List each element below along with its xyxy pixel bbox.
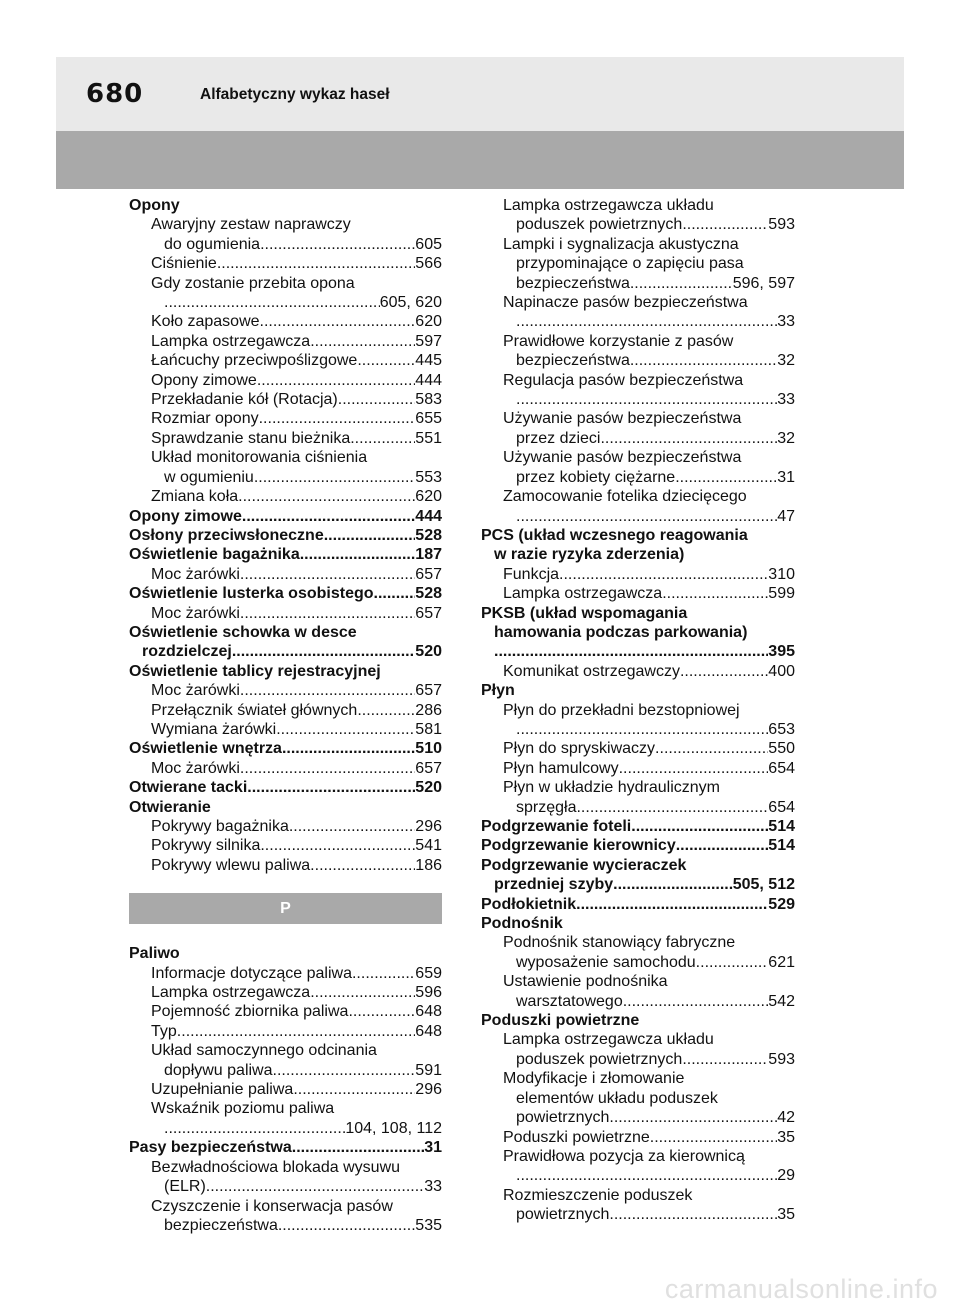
page-reference: 400: [768, 662, 795, 680]
entry-label: Przekładanie kół (Rotacja): [151, 391, 338, 409]
page-reference: 529: [768, 895, 795, 913]
section-letter-header: P: [129, 893, 442, 924]
page-reference: 535: [415, 1216, 442, 1234]
dot-leader: [240, 759, 415, 778]
index-entry: [129, 565, 442, 584]
entry-label: powietrznych: [516, 1109, 610, 1127]
entry-label: Lampka ostrzegawcza: [151, 332, 311, 350]
index-heading: elementów układu poduszek: [516, 1089, 718, 1107]
page-reference: 657: [415, 565, 442, 583]
page-reference: 296: [415, 1081, 442, 1099]
index-heading: Układ monitorowania ciśnienia: [151, 449, 368, 467]
page-reference: 445: [415, 352, 442, 370]
index-heading: Oświetlenie schowka w desce: [129, 623, 357, 641]
index-entry: [129, 701, 442, 720]
dot-leader: [242, 507, 415, 526]
page-reference: 597: [415, 332, 442, 350]
index-entry: [129, 429, 442, 448]
entry-label: Płyn hamulcowy: [503, 759, 619, 777]
page-reference: 35: [777, 1206, 795, 1224]
dot-leader: [374, 584, 416, 603]
dot-leader: [675, 468, 777, 487]
page-reference: 33: [777, 391, 795, 409]
index-heading: PCS (układ wczesnego reagowania: [481, 526, 748, 544]
index-entry: [481, 895, 795, 914]
page-reference: 32: [777, 429, 795, 447]
index-entry: [481, 739, 795, 758]
dot-leader: [348, 1002, 415, 1021]
dot-leader: [240, 681, 415, 700]
page-reference: 514: [768, 818, 795, 835]
index-heading: Podgrzewanie wycieraczek: [481, 856, 687, 874]
page-reference: 654: [768, 798, 795, 816]
page-number: 680: [86, 79, 144, 109]
index-entry: [129, 312, 442, 331]
page-reference: 520: [415, 779, 442, 797]
page-reference: 286: [415, 701, 442, 719]
page-reference: 187: [415, 546, 442, 564]
entry-label: Informacje dotyczące paliwa: [151, 964, 352, 982]
index-entry: [129, 409, 442, 428]
index-entry: [129, 1119, 442, 1138]
index-entry: [481, 215, 795, 234]
dot-leader: [282, 739, 415, 758]
dot-leader: [292, 1138, 424, 1157]
dot-leader: [357, 701, 415, 720]
entry-label: Oświetlenie wnętrza: [129, 740, 282, 758]
dot-leader: [300, 545, 416, 564]
entry-label: Oświetlenie lusterka osobistego: [129, 585, 374, 603]
index-entry: [481, 274, 795, 293]
dot-leader: [516, 507, 777, 526]
dot-leader: [696, 953, 769, 972]
index-entry: [481, 429, 795, 448]
entry-label: bezpieczeństwa: [516, 352, 630, 370]
entry-label: bezpieczeństwa: [164, 1216, 278, 1234]
index-heading: Podnośnik: [481, 915, 563, 933]
index-entry: [129, 1216, 442, 1235]
dot-leader: [289, 817, 415, 836]
page-reference: 620: [415, 488, 442, 506]
page-reference: 648: [415, 1003, 442, 1021]
entry-label: Opony zimowe: [151, 371, 257, 389]
entry-label: Lampka ostrzegawcza: [503, 585, 663, 603]
index-heading: Używanie pasów bezpieczeństwa: [503, 449, 742, 467]
entry-label: dopływu paliwa: [164, 1061, 273, 1079]
index-entry: [481, 1166, 795, 1185]
entry-label: Pokrywy silnika: [151, 837, 261, 855]
index-heading: Układ samoczynnego odcinania: [151, 1042, 377, 1060]
index-heading: Modyfikacje i złomowanie: [503, 1070, 685, 1088]
page-reference: 32: [777, 352, 795, 370]
page-reference: 31: [424, 1139, 442, 1157]
index-heading: Lampki i sygnalizacja akustyczna: [503, 235, 739, 253]
page-reference: 657: [415, 604, 442, 622]
index-entry: [129, 1061, 442, 1080]
index-entry: [481, 817, 795, 836]
page-reference: 444: [415, 371, 442, 389]
index-entry: [481, 468, 795, 487]
page-reference: 653: [768, 720, 795, 738]
index-entry: [481, 1108, 795, 1127]
page-reference: 659: [415, 964, 442, 982]
dot-leader: [276, 720, 415, 739]
entry-label: warsztatowego: [516, 992, 623, 1010]
index-heading: hamowania podczas parkowania): [494, 623, 748, 641]
header-band: [56, 131, 904, 189]
page-reference: 654: [768, 759, 795, 777]
index-entry: [481, 1205, 795, 1224]
page-header: [56, 57, 904, 131]
entry-label: do ogumienia: [164, 235, 261, 253]
index-entry: [129, 759, 442, 778]
dot-leader: [260, 235, 415, 254]
dot-leader: [676, 836, 769, 855]
entry-label: Pasy bezpieczeństwa: [129, 1139, 292, 1157]
index-entry: [481, 1128, 795, 1147]
index-heading: w razie ryzyka zderzenia): [494, 546, 685, 564]
index-entry: [129, 1138, 442, 1157]
entry-label: przedniej szyby: [494, 876, 614, 894]
index-entry: [481, 312, 795, 331]
entry-label: Płyn do spryskiwaczy: [503, 740, 656, 758]
index-heading: Regulacja pasów bezpieczeństwa: [503, 371, 744, 389]
index-heading: Gdy zostanie przebita opona: [151, 274, 355, 292]
dot-leader: [259, 409, 416, 428]
page-reference: 648: [415, 1022, 442, 1040]
entry-label: Oświetlenie bagażnika: [129, 546, 300, 564]
index-entry: [129, 642, 442, 661]
entry-label: Podłokietnik: [481, 895, 577, 913]
dot-leader: [600, 429, 777, 448]
page-reference: 581: [415, 720, 442, 738]
dot-leader: [310, 332, 415, 351]
dot-leader: [240, 565, 415, 584]
dot-leader: [576, 798, 768, 817]
dot-leader: [516, 390, 777, 409]
index-column-left: [129, 196, 442, 1235]
index-entry: [129, 390, 442, 409]
entry-label: Moc żarówki: [151, 682, 240, 700]
dot-leader: [609, 1108, 777, 1127]
index-entry: [481, 507, 795, 526]
dot-leader: [516, 720, 768, 739]
page-reference: 657: [415, 759, 442, 777]
index-heading: Rozmieszczenie poduszek: [503, 1186, 693, 1204]
page-reference: 520: [415, 643, 442, 661]
dot-leader: [352, 964, 415, 983]
page-reference: 31: [777, 468, 795, 486]
index-entry: [481, 720, 795, 739]
entry-label: Podgrzewanie foteli: [481, 818, 632, 835]
page-reference: 296: [415, 818, 442, 835]
entry-label: Opony zimowe: [129, 507, 242, 525]
page-reference: 591: [415, 1061, 442, 1079]
page-reference: 528: [415, 585, 442, 603]
page-reference: 33: [424, 1178, 442, 1196]
index-entry: [129, 254, 442, 273]
index-entry: [129, 351, 442, 370]
index-entry: [129, 293, 442, 312]
dot-leader: [682, 1050, 768, 1069]
dot-leader: [613, 875, 733, 894]
index-entry: [129, 235, 442, 254]
index-heading: Prawidłowa pozycja za kierownicą: [503, 1147, 745, 1165]
entry-label: Komunikat ostrzegawczy: [503, 662, 680, 680]
entry-label: Podgrzewanie kierownicy: [481, 837, 676, 855]
index-entry: [481, 351, 795, 370]
index-entry: [481, 584, 795, 603]
page-reference: 593: [768, 1050, 795, 1068]
dot-leader: [217, 254, 415, 273]
entry-label: Ciśnienie: [151, 255, 217, 273]
index-entry: [129, 964, 442, 983]
dot-leader: [324, 526, 416, 545]
page-reference: 605, 620: [379, 294, 442, 312]
dot-leader: [655, 739, 768, 758]
page-reference: 186: [415, 856, 442, 874]
index-entry: [129, 856, 442, 875]
index-entry: [129, 1022, 442, 1041]
entry-label: wyposażenie samochodu: [516, 953, 696, 971]
index-entry: [129, 1177, 442, 1196]
entry-label: przez kobiety ciężarne: [516, 468, 676, 486]
index-entry: [129, 681, 442, 700]
index-heading: Płyn w układzie hydraulicznym: [503, 779, 720, 797]
index-entry: [129, 778, 442, 797]
page-title: Alfabetyczny wykaz haseł: [200, 86, 390, 103]
entry-label: sprzęgła: [516, 798, 577, 816]
entry-label: Moc żarówki: [151, 565, 240, 583]
page-reference: 553: [415, 468, 442, 486]
index-heading: Poduszki powietrzne: [481, 1012, 640, 1030]
dot-leader: [310, 856, 415, 875]
entry-label: Uzupełnianie paliwa: [151, 1081, 294, 1099]
entry-label: Sprawdzanie stanu bieżnika: [151, 429, 351, 447]
entry-label: Typ: [151, 1022, 177, 1040]
page-reference: 541: [415, 837, 442, 855]
index-entry: [129, 507, 442, 526]
index-entry: [129, 487, 442, 506]
page-reference: 596: [415, 984, 442, 1002]
page-reference: 551: [415, 429, 442, 447]
dot-leader: [630, 274, 733, 293]
index-entry: [129, 739, 442, 758]
entry-label: Otwierane tacki: [129, 779, 248, 797]
entry-label: bezpieczeństwa: [516, 274, 630, 292]
page-reference: 104, 108, 112: [345, 1119, 442, 1137]
dot-leader: [293, 1080, 415, 1099]
dot-leader: [240, 604, 415, 623]
entry-label: Funkcja: [503, 565, 560, 583]
entry-label: poduszek powietrznych: [516, 1050, 683, 1068]
index-entry: [129, 526, 442, 545]
page-reference: 510: [415, 740, 442, 758]
page-reference: 35: [777, 1128, 795, 1146]
dot-leader: [630, 351, 777, 370]
index-heading: Płyn do przekładni bezstopniowej: [503, 701, 740, 719]
page-reference: 505, 512: [732, 876, 795, 894]
dot-leader: [559, 565, 768, 584]
page-reference: 42: [777, 1109, 795, 1127]
index-entry: [481, 992, 795, 1011]
page-reference: 596, 597: [732, 274, 795, 292]
page-reference: 657: [415, 682, 442, 700]
dot-leader: [662, 584, 768, 603]
index-entry: [481, 759, 795, 778]
entry-label: Zmiana koła: [151, 488, 239, 506]
dot-leader: [238, 487, 415, 506]
entry-label: Pojemność zbiornika paliwa: [151, 1003, 349, 1021]
entry-label: Osłony przeciwsłoneczne: [129, 526, 324, 544]
dot-leader: [247, 778, 415, 797]
page-reference: 395: [768, 643, 795, 661]
page-reference: 444: [415, 507, 442, 525]
dot-leader: [164, 293, 380, 312]
dot-leader: [206, 1177, 424, 1196]
entry-label: przez dzieci: [516, 429, 601, 447]
index-entry: [129, 1080, 442, 1099]
dot-leader: [631, 817, 768, 836]
entry-label: Poduszki powietrzne: [503, 1128, 650, 1146]
dot-leader: [177, 1022, 416, 1041]
index-heading: Opony: [129, 197, 180, 214]
page-reference: 514: [768, 837, 795, 855]
index-heading: Prawidłowe korzystanie z pasów: [503, 332, 734, 350]
page-reference: 542: [768, 992, 795, 1010]
entry-label: poduszek powietrznych: [516, 216, 683, 234]
entry-label: (ELR): [164, 1178, 206, 1196]
index-entry: [129, 545, 442, 564]
dot-leader: [680, 662, 768, 681]
page-reference: 599: [768, 585, 795, 603]
page-reference: 310: [768, 565, 795, 583]
index-heading: Awaryjny zestaw naprawczy: [151, 216, 351, 234]
index-entry: [481, 565, 795, 584]
index-entry: [129, 983, 442, 1002]
index-entry: [129, 1002, 442, 1021]
dot-leader: [232, 642, 415, 661]
index-heading: Paliwo: [129, 945, 180, 963]
index-entry: [129, 604, 442, 623]
dot-leader: [164, 1119, 345, 1138]
index-entry: [481, 875, 795, 894]
index-entry: [129, 836, 442, 855]
page-reference: 566: [415, 255, 442, 273]
dot-leader: [609, 1205, 777, 1224]
index-heading: Napinacze pasów bezpieczeństwa: [503, 294, 748, 312]
index-heading: Podnośnik stanowiący fabryczne: [503, 934, 736, 952]
entry-label: Łańcuchy przeciwpoślizgowe: [151, 352, 358, 370]
page-reference: 593: [768, 216, 795, 234]
index-entry: [481, 390, 795, 409]
index-heading: przypominające o zapięciu pasa: [516, 255, 744, 273]
page-reference: 550: [768, 740, 795, 758]
index-entry: [481, 798, 795, 817]
index-entry: [129, 468, 442, 487]
watermark: carmanualsonline.info: [664, 1274, 938, 1304]
dot-leader: [273, 1061, 416, 1080]
index-entry: [481, 953, 795, 972]
entry-label: Przełącznik świateł głównych: [151, 701, 358, 719]
index-heading: Oświetlenie tablicy rejestracyjnej: [129, 662, 381, 680]
entry-label: Lampka ostrzegawcza: [151, 984, 311, 1002]
index-heading: Używanie pasów bezpieczeństwa: [503, 410, 742, 428]
index-column-right: [481, 196, 795, 1225]
index-heading: Lampka ostrzegawcza układu: [503, 1031, 714, 1049]
entry-label: Koło zapasowe: [151, 313, 260, 331]
entry-label: rozdzielczej: [142, 643, 232, 661]
entry-label: Pokrywy bagażnika: [151, 818, 289, 835]
dot-leader: [619, 759, 769, 778]
dot-leader: [576, 895, 768, 914]
index-entry: [481, 642, 795, 661]
page-reference: 621: [768, 953, 795, 971]
dot-leader: [516, 1166, 777, 1185]
page-reference: 620: [415, 313, 442, 331]
page-reference: 655: [415, 410, 442, 428]
dot-leader: [494, 642, 768, 661]
entry-label: Wymiana żarówki: [151, 720, 277, 738]
dot-leader: [257, 371, 415, 390]
entry-label: Moc żarówki: [151, 759, 240, 777]
dot-leader: [260, 836, 415, 855]
index-entry: [481, 1050, 795, 1069]
page-reference: 47: [777, 507, 795, 525]
dot-leader: [254, 468, 415, 487]
dot-leader: [278, 1216, 415, 1235]
index-entry: [129, 584, 442, 603]
index-heading: Ustawienie podnośnika: [503, 973, 668, 991]
dot-leader: [623, 992, 769, 1011]
entry-label: Rozmiar opony: [151, 410, 259, 428]
index-heading: Wskaźnik poziomu paliwa: [151, 1100, 335, 1118]
dot-leader: [357, 351, 415, 370]
index-entry: [129, 371, 442, 390]
index-heading: Otwieranie: [129, 798, 211, 816]
entry-label: Pokrywy wlewu paliwa: [151, 856, 311, 874]
index-entry: [129, 817, 442, 836]
index-heading: Czyszczenie i konserwacja pasów: [151, 1197, 393, 1215]
index-entry: [481, 662, 795, 681]
dot-leader: [350, 429, 415, 448]
index-heading: Zamocowanie fotelika dziecięcego: [503, 488, 747, 506]
index-heading: Bezwładnościowa blokada wysuwu: [151, 1158, 401, 1176]
index-entry: [129, 720, 442, 739]
dot-leader: [260, 312, 416, 331]
index-heading: Lampka ostrzegawcza układu: [503, 197, 714, 214]
index-entry: [129, 332, 442, 351]
page-reference: 29: [777, 1167, 795, 1185]
index-entry: [481, 836, 795, 855]
page-reference: 605: [415, 235, 442, 253]
entry-label: w ogumieniu: [164, 468, 254, 486]
page-reference: 583: [415, 391, 442, 409]
dot-leader: [650, 1128, 777, 1147]
index-heading: PKSB (układ wspomagania: [481, 604, 688, 622]
entry-label: powietrznych: [516, 1206, 610, 1224]
dot-leader: [682, 215, 768, 234]
dot-leader: [516, 312, 777, 331]
entry-label: Moc żarówki: [151, 604, 240, 622]
dot-leader: [338, 390, 416, 409]
dot-leader: [310, 983, 415, 1002]
page-reference: 33: [777, 313, 795, 331]
index-heading: Płyn: [481, 682, 515, 700]
page-reference: 528: [415, 526, 442, 544]
